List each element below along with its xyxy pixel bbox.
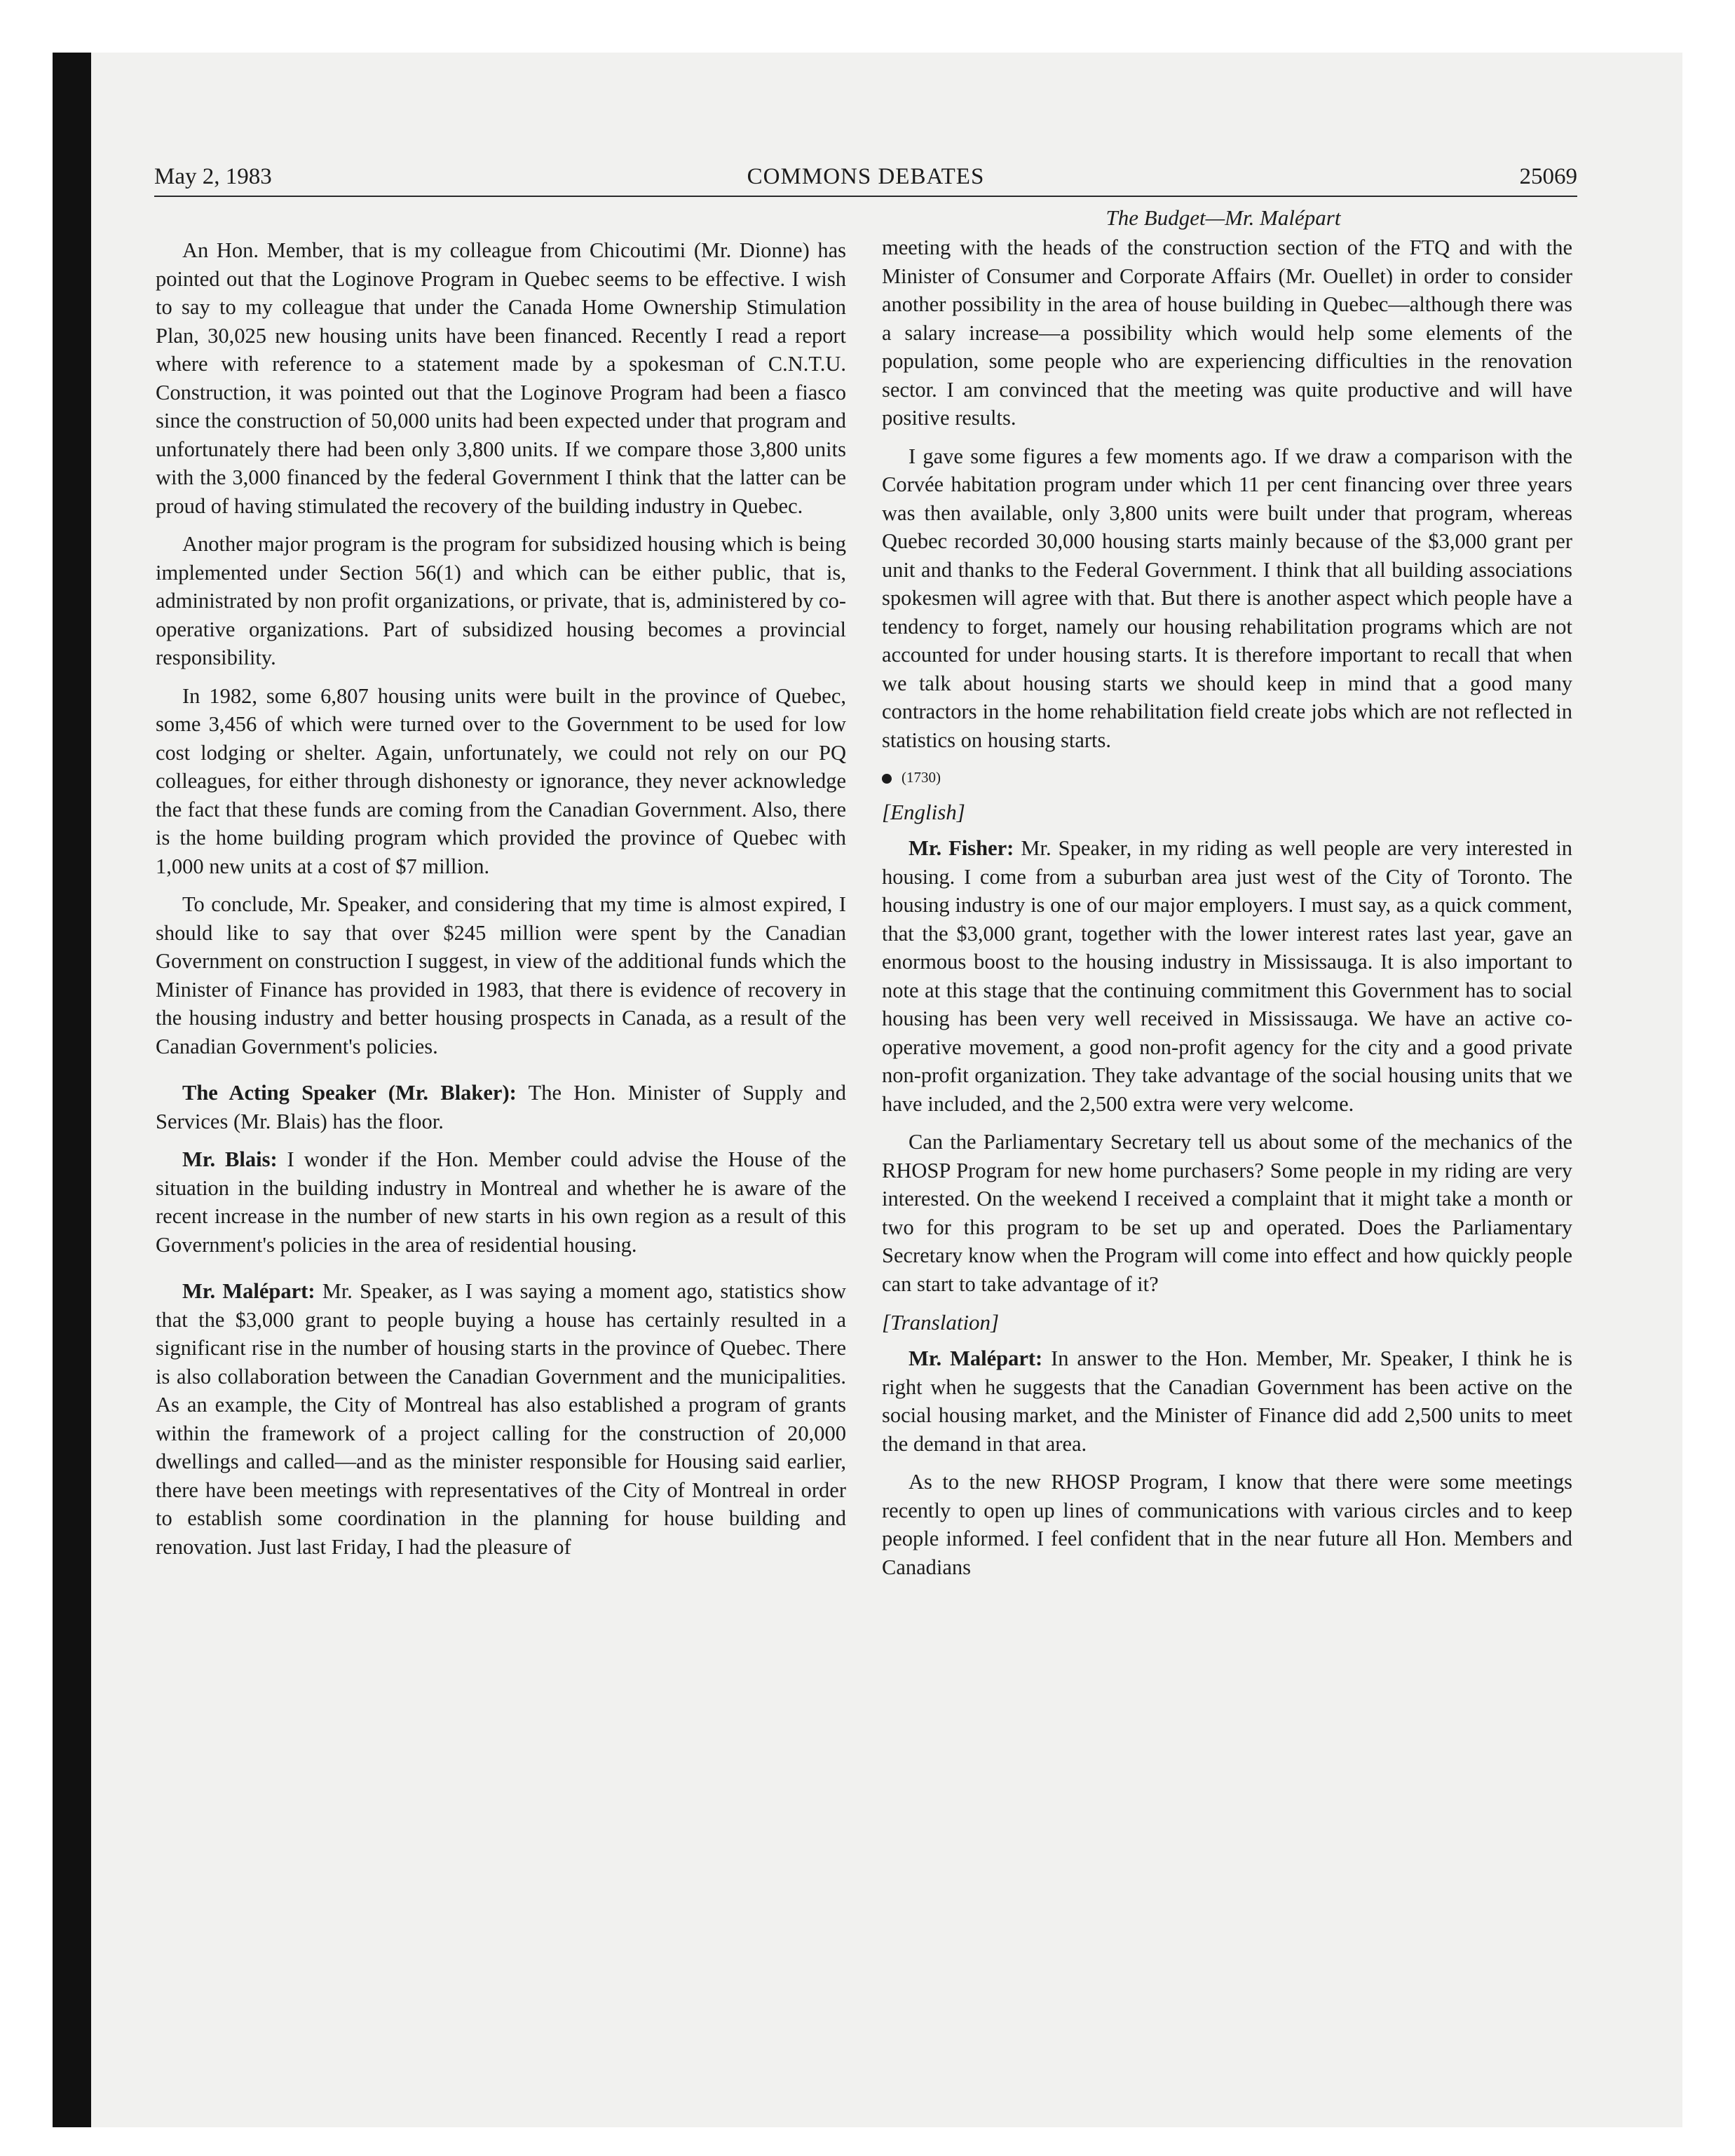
speaker-name: Mr. Malépart:: [909, 1346, 1043, 1370]
language-label: [Translation]: [882, 1310, 1000, 1335]
speech-text: The Hon. Minister of Supply and Services (Mr. Blais) has the floor.: [156, 1081, 846, 1133]
paragraph: Another major program is the program for subsidized housing which is being implemented under Section 56(1) and which can be either public, that is, administrated by non profit organizations, or private, that is, administered by co-operative organizations. Part of subsidized housing becomes a provincial responsibility.: [156, 532, 846, 669]
header-title: COMMONS DEBATES: [747, 164, 985, 189]
paragraph: meeting with the heads of the construction section of the FTQ and with the Minister of Consumer and Corporate Affairs (Mr. Ouellet) in order to consider another possibility in the area of house building in Quebec—although there was a salary increase—a possibility which would help some elements of the population, some people who are experiencing difficulties in the renovation sector. I am convinced that the meeting was quite productive and will have positive results.: [882, 236, 1572, 430]
document-page: [91, 53, 1682, 2127]
speaker-name: Mr. Malépart:: [182, 1279, 315, 1303]
speech-paragraph: [156, 1145, 846, 1259]
language-label: [English]: [882, 800, 965, 824]
paragraph: An Hon. Member, that is my colleague from Chicoutimi (Mr. Dionne) has pointed out that the Loginove Program in Quebec seems to be effective. I wish to say to my colleague that under the Canada Home Ownership Stimulation Plan, 30,025 new housing units have been financed. Recently I read a report where with reference to a statement made by a spokesman of C.N.T.U. Construction, it was pointed out that the Loginove Program had been a fiasco since the construction of 50,000 units had been expected under that program and unfortunately there had been only 3,800 units. If we compare those 3,800 units with the 3,000 financed by the federal Government I think that the latter can be proud of having stimulated the recovery of the building industry in Quebec.: [156, 238, 846, 518]
speech-paragraph: [882, 1344, 1572, 1458]
paragraph: I gave some figures a few moments ago. If we draw a comparison with the Corvée habitation program under which 11 per cent financing over three years was then available, only 3,800 units were built under that program, whereas Quebec recorded 30,000 housing starts mainly because of the $3,000 grant per unit and thanks to the Federal Government. I think that all building associations spokesmen will agree with that. But there is another aspect which people have a tendency to forget, namely our housing rehabilitation programs which are not accounted for under housing starts. It is therefore important to recall that when we talk about housing starts we should keep in mind that a good many contractors in the home rehabilitation field create jobs which are not reflected in statistics on housing starts.: [882, 444, 1572, 752]
paragraph: Can the Parliamentary Secretary tell us about some of the mechanics of the RHOSP Program for new home purchasers? Some people in my riding are very interested. On the weekend I received a complaint that it might take a month or two for this program to be set up and operated. Does the Parliamentary Secretary know when the Program will come into effect and how quickly people can start to take advantage of it?: [882, 1130, 1572, 1296]
right-column: [882, 233, 1572, 1591]
speech-paragraph: [882, 834, 1572, 1118]
time-marker: [882, 767, 1572, 788]
left-column: [156, 236, 846, 1571]
speech-text: Mr. Speaker, in my riding as well people are very interested in housing. I come from a suburban area just west of the City of Toronto. The housing industry is one of our major employers. I must say, as a quick comment, that the $3,000 grant, together with the lower interest rates last year, gave an enormous boost to the housing industry in Mississauga. It is also important to note at this stage that the continuing commitment this Government has to social housing has been very well received in Mississauga. We have an active co-operative movement, a good non-profit agency for the city and a good private non-profit organization. They take advantage of the social housing units that we have included, and the 2,500 extra were very welcome.: [882, 836, 1572, 1116]
paragraph: In 1982, some 6,807 housing units were built in the province of Quebec, some 3,456 of which were turned over to the Government to be used for low cost lodging or shelter. Again, unfortunately, we could not rely on our PQ colleagues, for either through dishonesty or ignorance, they never acknowledge the fact that these funds are coming from the Canadian Government. Also, there is the home building program which provided the province of Quebec with 1,000 new units at a cost of $7 million.: [156, 683, 846, 878]
speech-text: Mr. Speaker, as I was saying a moment ago, statistics show that the $3,000 grant to people buying a house has certainly resulted in a significant rise in the number of housing starts in the province of Quebec. There is also collaboration between the Canadian Government and the municipalities. As an example, the City of Montreal has also established a program of grants within the framework of a project calling for the construction of 20,000 dwellings and called—and as the minister responsible for Housing said earlier, there have been meetings with representatives of the City of Montreal in order to establish some coordination in the planning for house building and renovation. Just last Friday, I had the pleasure of: [156, 1279, 846, 1559]
speech-paragraph: [156, 1079, 846, 1135]
page-header: [154, 158, 1577, 197]
paragraph: As to the new RHOSP Program, I know that there were some meetings recently to open up lines of communications with various circles and to keep people informed. I feel confident that in the near future all Hon. Members and Canadians: [882, 1470, 1572, 1579]
speaker-name: Mr. Fisher:: [909, 836, 1014, 860]
running-head: The Budget—Mr. Malépart: [1105, 205, 1341, 230]
header-date: May 2, 1983: [154, 164, 272, 189]
time-marker-text: (1730): [901, 769, 941, 786]
speaker-name: The Acting Speaker (Mr. Blaker):: [182, 1081, 517, 1105]
speech-paragraph: [156, 1277, 846, 1561]
speech-text: I wonder if the Hon. Member could advise the House of the situation in the building industry in Montreal and whether he is aware of the recent increase in the number of new starts in his own region as a result of this Government's policies in the area of residential housing.: [156, 1147, 846, 1257]
bullet-icon: [882, 774, 892, 784]
header-page-number: 25069: [1519, 164, 1577, 189]
speaker-name: Mr. Blais:: [182, 1147, 278, 1171]
speech-text: In answer to the Hon. Member, Mr. Speaker, I think he is right when he suggests that the Canadian Government has been active on the social housing market, and the Minister of Finance did add 2,500 units to meet the demand in that area.: [882, 1346, 1572, 1456]
scan-edge: [53, 53, 91, 2127]
paragraph: To conclude, Mr. Speaker, and considering that my time is almost expired, I should like to say that over $245 million were spent by the Canadian Government on construction I suggest, in view of the additional funds which the Minister of Finance has provided in 1983, that there is evidence of recovery in the housing industry and better housing prospects in Canada, as a result of the Canadian Government's policies.: [156, 892, 846, 1058]
